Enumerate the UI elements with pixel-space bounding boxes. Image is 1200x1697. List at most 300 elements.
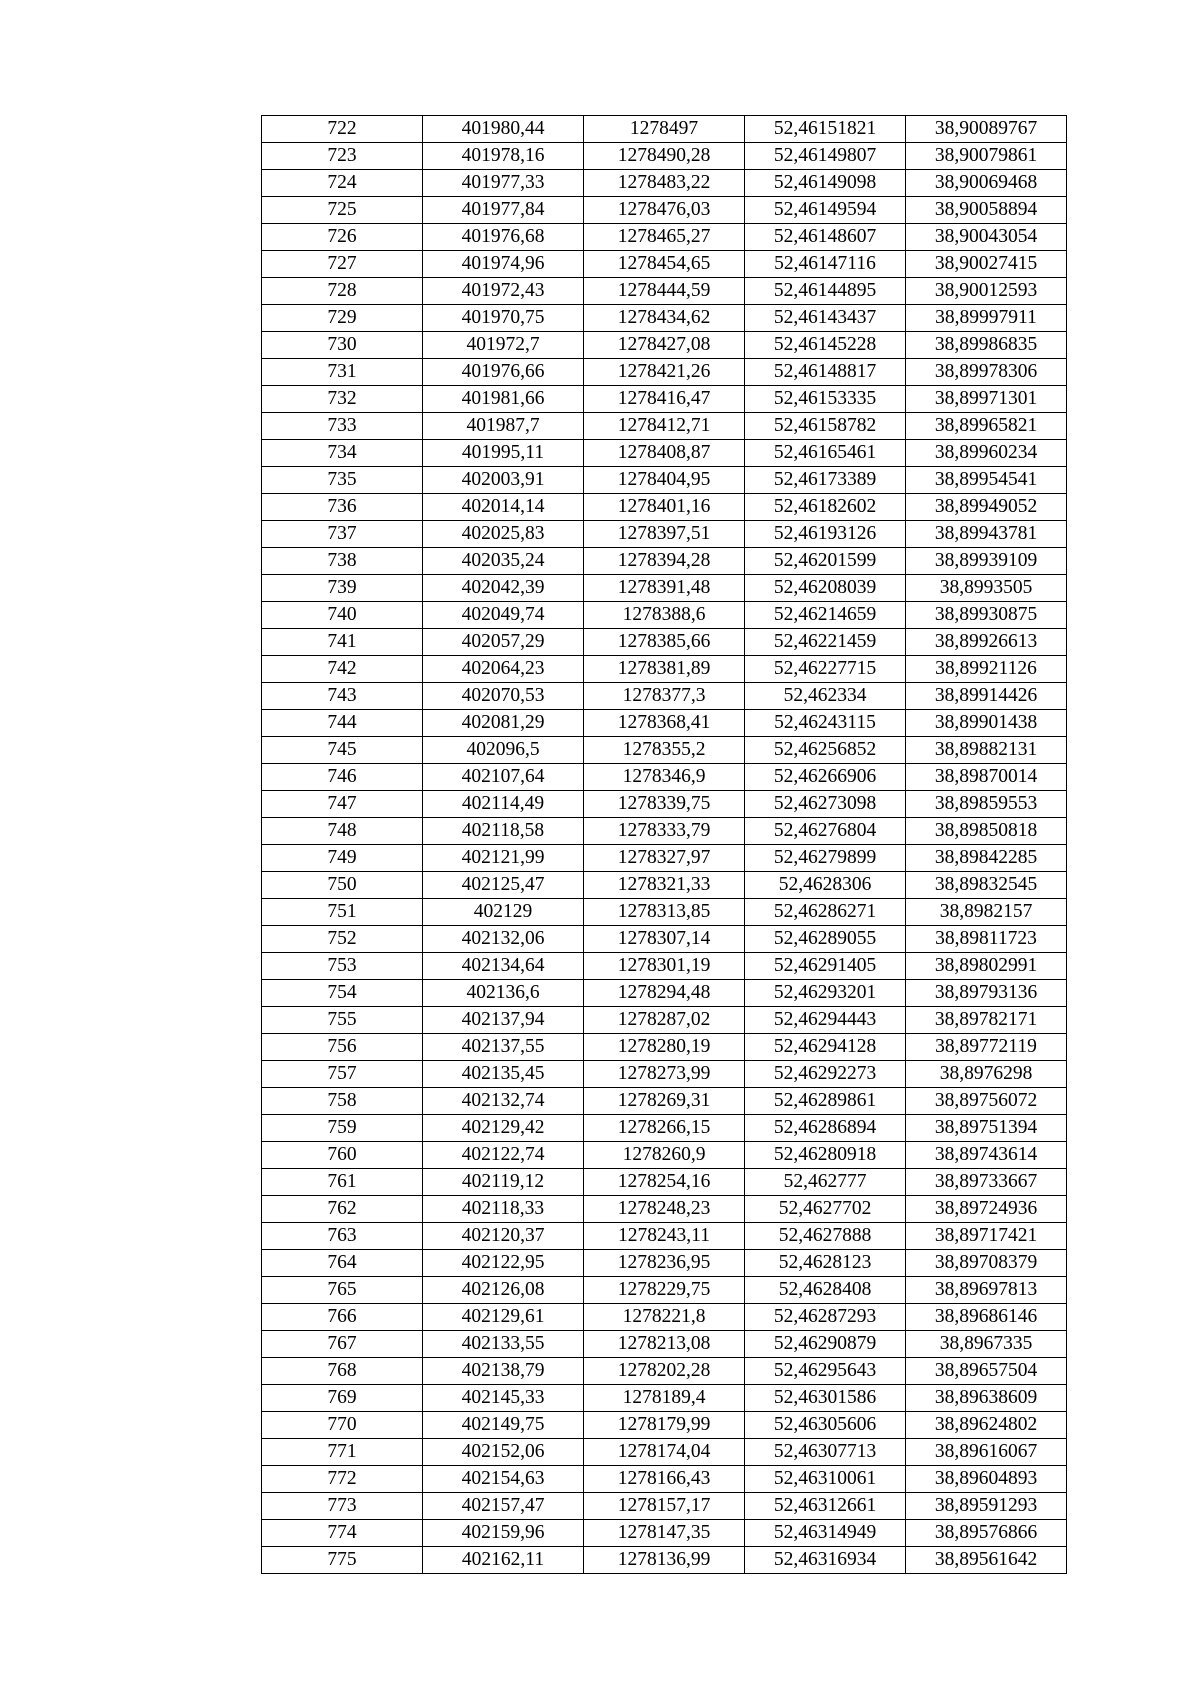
longitude-cell: 38,89901438 xyxy=(906,710,1067,737)
latitude-cell: 52,46144895 xyxy=(745,278,906,305)
longitude-cell: 38,90089767 xyxy=(906,116,1067,143)
x-coordinate-cell: 402118,33 xyxy=(423,1196,584,1223)
latitude-cell: 52,46294128 xyxy=(745,1034,906,1061)
point-number-cell: 764 xyxy=(262,1250,423,1277)
longitude-cell: 38,89733667 xyxy=(906,1169,1067,1196)
table-row xyxy=(262,1331,1067,1358)
x-coordinate-cell: 402125,47 xyxy=(423,872,584,899)
x-coordinate-cell: 401980,44 xyxy=(423,116,584,143)
table-row xyxy=(262,953,1067,980)
longitude-cell: 38,89624802 xyxy=(906,1412,1067,1439)
y-coordinate-cell: 1278166,43 xyxy=(584,1466,745,1493)
x-coordinate-cell: 402162,11 xyxy=(423,1547,584,1574)
latitude-cell: 52,46193126 xyxy=(745,521,906,548)
longitude-cell: 38,89949052 xyxy=(906,494,1067,521)
latitude-cell: 52,46295643 xyxy=(745,1358,906,1385)
latitude-cell: 52,46147116 xyxy=(745,251,906,278)
y-coordinate-cell: 1278368,41 xyxy=(584,710,745,737)
latitude-cell: 52,46293201 xyxy=(745,980,906,1007)
latitude-cell: 52,46256852 xyxy=(745,737,906,764)
y-coordinate-cell: 1278412,71 xyxy=(584,413,745,440)
table-row xyxy=(262,197,1067,224)
x-coordinate-cell: 402157,47 xyxy=(423,1493,584,1520)
table-row xyxy=(262,1169,1067,1196)
latitude-cell: 52,46266906 xyxy=(745,764,906,791)
x-coordinate-cell: 401972,43 xyxy=(423,278,584,305)
latitude-cell: 52,46314949 xyxy=(745,1520,906,1547)
longitude-cell: 38,89870014 xyxy=(906,764,1067,791)
x-coordinate-cell: 401995,11 xyxy=(423,440,584,467)
table-row xyxy=(262,683,1067,710)
y-coordinate-cell: 1278179,99 xyxy=(584,1412,745,1439)
x-coordinate-cell: 402120,37 xyxy=(423,1223,584,1250)
point-number-cell: 752 xyxy=(262,926,423,953)
longitude-cell: 38,8993505 xyxy=(906,575,1067,602)
longitude-cell: 38,89859553 xyxy=(906,791,1067,818)
y-coordinate-cell: 1278189,4 xyxy=(584,1385,745,1412)
x-coordinate-cell: 402003,91 xyxy=(423,467,584,494)
table-row xyxy=(262,737,1067,764)
x-coordinate-cell: 402081,29 xyxy=(423,710,584,737)
y-coordinate-cell: 1278213,08 xyxy=(584,1331,745,1358)
y-coordinate-cell: 1278490,28 xyxy=(584,143,745,170)
latitude-cell: 52,46289861 xyxy=(745,1088,906,1115)
longitude-cell: 38,89850818 xyxy=(906,818,1067,845)
longitude-cell: 38,89793136 xyxy=(906,980,1067,1007)
point-number-cell: 769 xyxy=(262,1385,423,1412)
x-coordinate-cell: 401976,66 xyxy=(423,359,584,386)
x-coordinate-cell: 401976,68 xyxy=(423,224,584,251)
latitude-cell: 52,46310061 xyxy=(745,1466,906,1493)
longitude-cell: 38,90069468 xyxy=(906,170,1067,197)
point-number-cell: 739 xyxy=(262,575,423,602)
latitude-cell: 52,46290879 xyxy=(745,1331,906,1358)
x-coordinate-cell: 402064,23 xyxy=(423,656,584,683)
latitude-cell: 52,46149594 xyxy=(745,197,906,224)
point-number-cell: 750 xyxy=(262,872,423,899)
table-row xyxy=(262,305,1067,332)
point-number-cell: 731 xyxy=(262,359,423,386)
x-coordinate-cell: 402129 xyxy=(423,899,584,926)
point-number-cell: 757 xyxy=(262,1061,423,1088)
y-coordinate-cell: 1278465,27 xyxy=(584,224,745,251)
table-row xyxy=(262,116,1067,143)
x-coordinate-cell: 402121,99 xyxy=(423,845,584,872)
x-coordinate-cell: 402132,06 xyxy=(423,926,584,953)
x-coordinate-cell: 402122,74 xyxy=(423,1142,584,1169)
longitude-cell: 38,90079861 xyxy=(906,143,1067,170)
point-number-cell: 771 xyxy=(262,1439,423,1466)
point-number-cell: 748 xyxy=(262,818,423,845)
y-coordinate-cell: 1278229,75 xyxy=(584,1277,745,1304)
table-row xyxy=(262,1088,1067,1115)
latitude-cell: 52,46316934 xyxy=(745,1547,906,1574)
table-row xyxy=(262,413,1067,440)
point-number-cell: 765 xyxy=(262,1277,423,1304)
point-number-cell: 727 xyxy=(262,251,423,278)
table-row xyxy=(262,575,1067,602)
point-number-cell: 749 xyxy=(262,845,423,872)
point-number-cell: 743 xyxy=(262,683,423,710)
point-number-cell: 774 xyxy=(262,1520,423,1547)
table-row xyxy=(262,656,1067,683)
longitude-cell: 38,89997911 xyxy=(906,305,1067,332)
point-number-cell: 746 xyxy=(262,764,423,791)
y-coordinate-cell: 1278301,19 xyxy=(584,953,745,980)
longitude-cell: 38,89717421 xyxy=(906,1223,1067,1250)
point-number-cell: 737 xyxy=(262,521,423,548)
point-number-cell: 730 xyxy=(262,332,423,359)
longitude-cell: 38,89638609 xyxy=(906,1385,1067,1412)
latitude-cell: 52,46149807 xyxy=(745,143,906,170)
table-row xyxy=(262,467,1067,494)
table-row xyxy=(262,440,1067,467)
latitude-cell: 52,46307713 xyxy=(745,1439,906,1466)
x-coordinate-cell: 402122,95 xyxy=(423,1250,584,1277)
table-row xyxy=(262,710,1067,737)
latitude-cell: 52,46279899 xyxy=(745,845,906,872)
x-coordinate-cell: 401987,7 xyxy=(423,413,584,440)
y-coordinate-cell: 1278260,9 xyxy=(584,1142,745,1169)
longitude-cell: 38,89939109 xyxy=(906,548,1067,575)
latitude-cell: 52,46221459 xyxy=(745,629,906,656)
latitude-cell: 52,46301586 xyxy=(745,1385,906,1412)
x-coordinate-cell: 402154,63 xyxy=(423,1466,584,1493)
y-coordinate-cell: 1278397,51 xyxy=(584,521,745,548)
x-coordinate-cell: 402042,39 xyxy=(423,575,584,602)
longitude-cell: 38,8967335 xyxy=(906,1331,1067,1358)
x-coordinate-cell: 402135,45 xyxy=(423,1061,584,1088)
latitude-cell: 52,4628408 xyxy=(745,1277,906,1304)
table-row xyxy=(262,170,1067,197)
latitude-cell: 52,4628306 xyxy=(745,872,906,899)
x-coordinate-cell: 402049,74 xyxy=(423,602,584,629)
latitude-cell: 52,46291405 xyxy=(745,953,906,980)
longitude-cell: 38,89708379 xyxy=(906,1250,1067,1277)
table-row xyxy=(262,1412,1067,1439)
longitude-cell: 38,8982157 xyxy=(906,899,1067,926)
point-number-cell: 766 xyxy=(262,1304,423,1331)
latitude-cell: 52,46148607 xyxy=(745,224,906,251)
table-row xyxy=(262,1196,1067,1223)
table-row xyxy=(262,899,1067,926)
y-coordinate-cell: 1278394,28 xyxy=(584,548,745,575)
x-coordinate-cell: 402070,53 xyxy=(423,683,584,710)
table-row xyxy=(262,1493,1067,1520)
table-row xyxy=(262,332,1067,359)
y-coordinate-cell: 1278248,23 xyxy=(584,1196,745,1223)
table-row xyxy=(262,845,1067,872)
x-coordinate-cell: 402126,08 xyxy=(423,1277,584,1304)
y-coordinate-cell: 1278174,04 xyxy=(584,1439,745,1466)
point-number-cell: 773 xyxy=(262,1493,423,1520)
point-number-cell: 763 xyxy=(262,1223,423,1250)
longitude-cell: 38,89930875 xyxy=(906,602,1067,629)
table-row xyxy=(262,251,1067,278)
latitude-cell: 52,46305606 xyxy=(745,1412,906,1439)
latitude-cell: 52,46145228 xyxy=(745,332,906,359)
point-number-cell: 760 xyxy=(262,1142,423,1169)
longitude-cell: 38,90027415 xyxy=(906,251,1067,278)
point-number-cell: 754 xyxy=(262,980,423,1007)
x-coordinate-cell: 401970,75 xyxy=(423,305,584,332)
latitude-cell: 52,46273098 xyxy=(745,791,906,818)
longitude-cell: 38,89616067 xyxy=(906,1439,1067,1466)
x-coordinate-cell: 401977,84 xyxy=(423,197,584,224)
latitude-cell: 52,46294443 xyxy=(745,1007,906,1034)
table-row xyxy=(262,1223,1067,1250)
table-row xyxy=(262,1547,1067,1574)
table-row xyxy=(262,386,1067,413)
y-coordinate-cell: 1278381,89 xyxy=(584,656,745,683)
x-coordinate-cell: 402136,6 xyxy=(423,980,584,1007)
table-row xyxy=(262,224,1067,251)
table-row xyxy=(262,1061,1067,1088)
longitude-cell: 38,89802991 xyxy=(906,953,1067,980)
longitude-cell: 38,89782171 xyxy=(906,1007,1067,1034)
table-row xyxy=(262,818,1067,845)
table-row xyxy=(262,521,1067,548)
table-row xyxy=(262,1115,1067,1142)
point-number-cell: 775 xyxy=(262,1547,423,1574)
point-number-cell: 756 xyxy=(262,1034,423,1061)
point-number-cell: 722 xyxy=(262,116,423,143)
y-coordinate-cell: 1278266,15 xyxy=(584,1115,745,1142)
longitude-cell: 38,89811723 xyxy=(906,926,1067,953)
longitude-cell: 38,89657504 xyxy=(906,1358,1067,1385)
longitude-cell: 38,89772119 xyxy=(906,1034,1067,1061)
latitude-cell: 52,4627888 xyxy=(745,1223,906,1250)
table-row xyxy=(262,602,1067,629)
point-number-cell: 751 xyxy=(262,899,423,926)
latitude-cell: 52,46149098 xyxy=(745,170,906,197)
latitude-cell: 52,46153335 xyxy=(745,386,906,413)
point-number-cell: 728 xyxy=(262,278,423,305)
table-row xyxy=(262,1358,1067,1385)
longitude-cell: 38,89960234 xyxy=(906,440,1067,467)
y-coordinate-cell: 1278313,85 xyxy=(584,899,745,926)
table-row xyxy=(262,926,1067,953)
latitude-cell: 52,46289055 xyxy=(745,926,906,953)
point-number-cell: 767 xyxy=(262,1331,423,1358)
x-coordinate-cell: 402137,55 xyxy=(423,1034,584,1061)
y-coordinate-cell: 1278243,11 xyxy=(584,1223,745,1250)
y-coordinate-cell: 1278454,65 xyxy=(584,251,745,278)
x-coordinate-cell: 402133,55 xyxy=(423,1331,584,1358)
longitude-cell: 38,89926613 xyxy=(906,629,1067,656)
x-coordinate-cell: 402149,75 xyxy=(423,1412,584,1439)
latitude-cell: 52,46227715 xyxy=(745,656,906,683)
point-number-cell: 734 xyxy=(262,440,423,467)
table-row xyxy=(262,143,1067,170)
x-coordinate-cell: 402138,79 xyxy=(423,1358,584,1385)
latitude-cell: 52,4627702 xyxy=(745,1196,906,1223)
latitude-cell: 52,46243115 xyxy=(745,710,906,737)
table-row xyxy=(262,629,1067,656)
point-number-cell: 726 xyxy=(262,224,423,251)
point-number-cell: 744 xyxy=(262,710,423,737)
table-row xyxy=(262,1439,1067,1466)
coordinates-table xyxy=(261,115,1067,1574)
point-number-cell: 747 xyxy=(262,791,423,818)
longitude-cell: 38,89591293 xyxy=(906,1493,1067,1520)
y-coordinate-cell: 1278355,2 xyxy=(584,737,745,764)
point-number-cell: 733 xyxy=(262,413,423,440)
point-number-cell: 742 xyxy=(262,656,423,683)
latitude-cell: 52,46143437 xyxy=(745,305,906,332)
longitude-cell: 38,89751394 xyxy=(906,1115,1067,1142)
longitude-cell: 38,89921126 xyxy=(906,656,1067,683)
longitude-cell: 38,89914426 xyxy=(906,683,1067,710)
latitude-cell: 52,462334 xyxy=(745,683,906,710)
y-coordinate-cell: 1278444,59 xyxy=(584,278,745,305)
table-row xyxy=(262,1520,1067,1547)
y-coordinate-cell: 1278236,95 xyxy=(584,1250,745,1277)
point-number-cell: 736 xyxy=(262,494,423,521)
x-coordinate-cell: 401981,66 xyxy=(423,386,584,413)
table-row xyxy=(262,872,1067,899)
latitude-cell: 52,46208039 xyxy=(745,575,906,602)
table-row xyxy=(262,980,1067,1007)
x-coordinate-cell: 402159,96 xyxy=(423,1520,584,1547)
latitude-cell: 52,46287293 xyxy=(745,1304,906,1331)
point-number-cell: 732 xyxy=(262,386,423,413)
y-coordinate-cell: 1278339,75 xyxy=(584,791,745,818)
point-number-cell: 725 xyxy=(262,197,423,224)
latitude-cell: 52,46292273 xyxy=(745,1061,906,1088)
latitude-cell: 52,46280918 xyxy=(745,1142,906,1169)
longitude-cell: 38,89576866 xyxy=(906,1520,1067,1547)
y-coordinate-cell: 1278401,16 xyxy=(584,494,745,521)
table-row xyxy=(262,1034,1067,1061)
point-number-cell: 772 xyxy=(262,1466,423,1493)
y-coordinate-cell: 1278136,99 xyxy=(584,1547,745,1574)
x-coordinate-cell: 401977,33 xyxy=(423,170,584,197)
y-coordinate-cell: 1278273,99 xyxy=(584,1061,745,1088)
table-row xyxy=(262,548,1067,575)
x-coordinate-cell: 401972,7 xyxy=(423,332,584,359)
point-number-cell: 745 xyxy=(262,737,423,764)
y-coordinate-cell: 1278333,79 xyxy=(584,818,745,845)
y-coordinate-cell: 1278327,97 xyxy=(584,845,745,872)
table-row xyxy=(262,1142,1067,1169)
y-coordinate-cell: 1278202,28 xyxy=(584,1358,745,1385)
y-coordinate-cell: 1278294,48 xyxy=(584,980,745,1007)
y-coordinate-cell: 1278404,95 xyxy=(584,467,745,494)
point-number-cell: 723 xyxy=(262,143,423,170)
y-coordinate-cell: 1278157,17 xyxy=(584,1493,745,1520)
y-coordinate-cell: 1278497 xyxy=(584,116,745,143)
x-coordinate-cell: 402025,83 xyxy=(423,521,584,548)
longitude-cell: 38,90043054 xyxy=(906,224,1067,251)
y-coordinate-cell: 1278321,33 xyxy=(584,872,745,899)
y-coordinate-cell: 1278147,35 xyxy=(584,1520,745,1547)
point-number-cell: 755 xyxy=(262,1007,423,1034)
latitude-cell: 52,4628123 xyxy=(745,1250,906,1277)
x-coordinate-cell: 402096,5 xyxy=(423,737,584,764)
x-coordinate-cell: 402118,58 xyxy=(423,818,584,845)
latitude-cell: 52,462777 xyxy=(745,1169,906,1196)
longitude-cell: 38,89954541 xyxy=(906,467,1067,494)
longitude-cell: 38,89842285 xyxy=(906,845,1067,872)
longitude-cell: 38,89686146 xyxy=(906,1304,1067,1331)
y-coordinate-cell: 1278221,8 xyxy=(584,1304,745,1331)
longitude-cell: 38,89604893 xyxy=(906,1466,1067,1493)
table-row xyxy=(262,1466,1067,1493)
latitude-cell: 52,46165461 xyxy=(745,440,906,467)
y-coordinate-cell: 1278416,47 xyxy=(584,386,745,413)
table-row xyxy=(262,278,1067,305)
table-row xyxy=(262,764,1067,791)
longitude-cell: 38,89978306 xyxy=(906,359,1067,386)
longitude-cell: 38,90058894 xyxy=(906,197,1067,224)
table-row xyxy=(262,359,1067,386)
point-number-cell: 768 xyxy=(262,1358,423,1385)
point-number-cell: 761 xyxy=(262,1169,423,1196)
table-row xyxy=(262,1277,1067,1304)
y-coordinate-cell: 1278385,66 xyxy=(584,629,745,656)
longitude-cell: 38,90012593 xyxy=(906,278,1067,305)
point-number-cell: 738 xyxy=(262,548,423,575)
longitude-cell: 38,89832545 xyxy=(906,872,1067,899)
table-row xyxy=(262,1250,1067,1277)
latitude-cell: 52,46312661 xyxy=(745,1493,906,1520)
latitude-cell: 52,46286271 xyxy=(745,899,906,926)
x-coordinate-cell: 402114,49 xyxy=(423,791,584,818)
longitude-cell: 38,89943781 xyxy=(906,521,1067,548)
longitude-cell: 38,89697813 xyxy=(906,1277,1067,1304)
y-coordinate-cell: 1278346,9 xyxy=(584,764,745,791)
x-coordinate-cell: 402119,12 xyxy=(423,1169,584,1196)
y-coordinate-cell: 1278427,08 xyxy=(584,332,745,359)
y-coordinate-cell: 1278269,31 xyxy=(584,1088,745,1115)
longitude-cell: 38,89724936 xyxy=(906,1196,1067,1223)
x-coordinate-cell: 401974,96 xyxy=(423,251,584,278)
point-number-cell: 729 xyxy=(262,305,423,332)
y-coordinate-cell: 1278408,87 xyxy=(584,440,745,467)
longitude-cell: 38,89743614 xyxy=(906,1142,1067,1169)
y-coordinate-cell: 1278434,62 xyxy=(584,305,745,332)
table-row xyxy=(262,791,1067,818)
longitude-cell: 38,89971301 xyxy=(906,386,1067,413)
table-row xyxy=(262,494,1067,521)
x-coordinate-cell: 402129,42 xyxy=(423,1115,584,1142)
point-number-cell: 762 xyxy=(262,1196,423,1223)
x-coordinate-cell: 402132,74 xyxy=(423,1088,584,1115)
latitude-cell: 52,46286894 xyxy=(745,1115,906,1142)
x-coordinate-cell: 402057,29 xyxy=(423,629,584,656)
point-number-cell: 724 xyxy=(262,170,423,197)
table-row xyxy=(262,1304,1067,1331)
latitude-cell: 52,46276804 xyxy=(745,818,906,845)
y-coordinate-cell: 1278287,02 xyxy=(584,1007,745,1034)
y-coordinate-cell: 1278388,6 xyxy=(584,602,745,629)
y-coordinate-cell: 1278483,22 xyxy=(584,170,745,197)
point-number-cell: 758 xyxy=(262,1088,423,1115)
point-number-cell: 759 xyxy=(262,1115,423,1142)
point-number-cell: 740 xyxy=(262,602,423,629)
y-coordinate-cell: 1278254,16 xyxy=(584,1169,745,1196)
x-coordinate-cell: 402137,94 xyxy=(423,1007,584,1034)
point-number-cell: 735 xyxy=(262,467,423,494)
longitude-cell: 38,89965821 xyxy=(906,413,1067,440)
x-coordinate-cell: 402152,06 xyxy=(423,1439,584,1466)
longitude-cell: 38,89756072 xyxy=(906,1088,1067,1115)
latitude-cell: 52,46201599 xyxy=(745,548,906,575)
y-coordinate-cell: 1278377,3 xyxy=(584,683,745,710)
x-coordinate-cell: 402014,14 xyxy=(423,494,584,521)
longitude-cell: 38,89882131 xyxy=(906,737,1067,764)
